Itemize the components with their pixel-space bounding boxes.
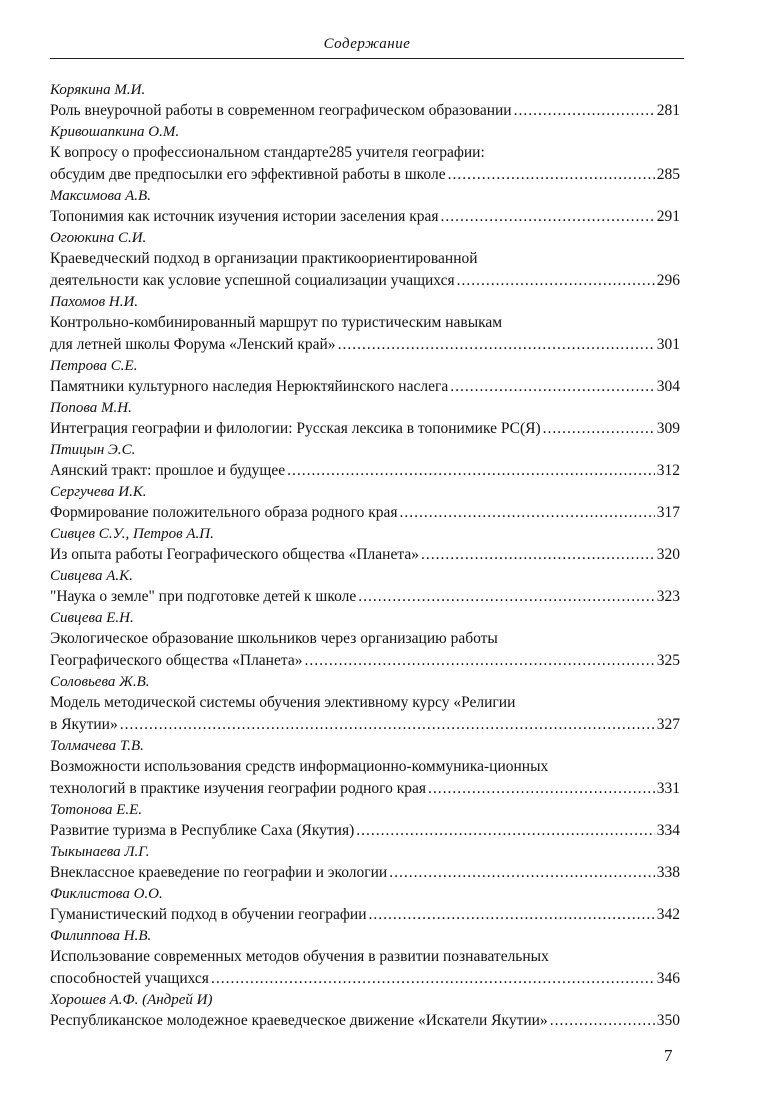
dot-leader <box>369 904 655 926</box>
toc-page-number: 325 <box>656 652 680 669</box>
page-number: 7 <box>664 1046 673 1065</box>
toc-author: Хорошев А.Ф. (Андрей И) <box>50 992 213 1008</box>
toc-title-line-with-page <box>50 904 680 926</box>
toc-title-line-with-page <box>50 778 680 800</box>
toc-title-text: Аянский тракт: прошлое и будущее <box>50 462 286 479</box>
toc-title-line-with-page <box>50 968 680 990</box>
toc-page-number: 312 <box>656 462 680 479</box>
toc-page-number: 301 <box>656 336 680 353</box>
toc-title-line-with-page <box>50 714 680 736</box>
toc-title-text: Роль внеурочной работы в современном географическом образовании <box>50 102 512 119</box>
toc-entry <box>50 990 680 1032</box>
toc-title-text: технологий в практике изучения географии родного края <box>50 780 427 797</box>
toc-title-text: Гуманистический подход в обучении географии <box>50 906 367 923</box>
toc-page-number: 285 <box>656 166 680 183</box>
dot-leader <box>287 460 655 482</box>
toc-title-text: Внеклассное краеведение по географии и экологии <box>50 864 388 881</box>
dot-leader <box>389 862 655 884</box>
toc-title-text: Развитие туризма в Республике Саха (Якутия) <box>50 822 355 839</box>
toc-entry <box>50 186 680 228</box>
toc-page-number: 320 <box>656 546 680 563</box>
toc-author: Сивцева А.К. <box>50 568 133 584</box>
toc-title-text: Памятники культурного наследия Нерюктяйинского наслега <box>50 378 449 395</box>
toc-title-line: Возможности использования средств информационно-коммуника-ционных <box>50 758 549 775</box>
toc-title-line-with-page <box>50 206 680 228</box>
toc-entry <box>50 566 680 608</box>
toc-author: Сивцева Е.Н. <box>50 610 134 626</box>
toc-author: Птицын Э.С. <box>50 442 136 458</box>
toc-author: Корякина М.И. <box>50 82 146 98</box>
toc-title-text: в Якутии» <box>50 716 118 733</box>
toc-title-text: обсудим две предпосылки его эффективной работы в школе <box>50 166 446 183</box>
toc-author: Сивцев С.У., Петров А.П. <box>50 526 214 542</box>
toc-title-line-with-page <box>50 862 680 884</box>
toc-title-line-with-page <box>50 502 680 524</box>
toc-page-number: 291 <box>656 208 680 225</box>
dot-leader <box>428 778 655 800</box>
toc-title-line-with-page <box>50 164 680 186</box>
toc-title-line-with-page <box>50 376 680 398</box>
toc-entry <box>50 292 680 356</box>
toc-page-number: 296 <box>656 272 680 289</box>
toc-page-number: 304 <box>656 378 680 395</box>
toc-title-text: для летней школы Форума «Ленский край» <box>50 336 336 353</box>
dot-leader <box>120 714 655 736</box>
toc-title-line: Использование современных методов обучения в развитии познавательных <box>50 948 549 965</box>
toc-title-line: Экологическое образование школьников через организацию работы <box>50 630 498 647</box>
toc-page-number: 281 <box>656 102 680 119</box>
toc-author: Фиклистова О.О. <box>50 886 163 902</box>
toc-author: Тыкынаева Л.Г. <box>50 844 150 860</box>
toc-title-line-with-page <box>50 100 680 122</box>
toc-title-line: К вопросу о профессиональном стандарте285 учителя географии: <box>50 144 485 161</box>
toc-entry <box>50 884 680 926</box>
toc-title-text: Интеграция географии и филологии: Русская лексика в топонимике РС(Я) <box>50 420 541 437</box>
toc-entry <box>50 122 680 186</box>
toc-entry <box>50 228 680 292</box>
dot-leader <box>400 502 655 524</box>
toc-author: Попова М.Н. <box>50 400 132 416</box>
toc-author: Пахомов Н.И. <box>50 294 139 310</box>
toc-entry <box>50 440 680 482</box>
toc-author: Толмачева Т.В. <box>50 738 144 754</box>
toc-author: Тотонова Е.Е. <box>50 802 143 818</box>
toc-title-text: Формирование положительного образа родного края <box>50 504 398 521</box>
toc-entry <box>50 398 680 440</box>
toc-author: Сергучева И.К. <box>50 484 147 500</box>
toc-title-text: "Наука о земле" при подготовке детей к школе <box>50 588 357 605</box>
toc-entry <box>50 736 680 800</box>
dot-leader <box>441 206 655 228</box>
running-header: Содержание <box>323 36 411 52</box>
toc-entry <box>50 608 680 672</box>
toc-title-line-with-page <box>50 544 680 566</box>
toc-author: Кривошапкина О.М. <box>50 124 180 140</box>
toc-entry <box>50 482 680 524</box>
dot-leader <box>457 270 655 292</box>
toc-title-line-with-page <box>50 334 680 356</box>
dot-leader <box>211 968 655 990</box>
toc-title-line-with-page <box>50 418 680 440</box>
toc-title-text: деятельности как условие успешной социализации учащихся <box>50 272 455 289</box>
toc-title-line-with-page <box>50 586 680 608</box>
toc-entry <box>50 356 680 398</box>
toc-title-line-with-page <box>50 820 680 842</box>
toc-entry <box>50 800 680 842</box>
dot-leader <box>543 418 655 440</box>
toc-title-text: способностей учащихся <box>50 970 209 987</box>
toc-page-number: 331 <box>656 780 680 797</box>
dot-leader <box>338 334 655 356</box>
toc-title-text: Топонимия как источник изучения истории заселения края <box>50 208 439 225</box>
toc-page-number: 346 <box>656 970 680 987</box>
toc-page-number: 317 <box>656 504 680 521</box>
toc-page-number: 342 <box>656 906 680 923</box>
toc-author: Максимова А.В. <box>50 188 151 204</box>
dot-leader <box>514 100 655 122</box>
toc-title-line-with-page <box>50 650 680 672</box>
toc-entry <box>50 842 680 884</box>
toc-entry <box>50 926 680 990</box>
toc-entry <box>50 672 680 736</box>
toc-author: Огоюкина С.И. <box>50 230 147 246</box>
toc-page-number: 338 <box>656 864 680 881</box>
toc-entry <box>50 80 680 122</box>
toc-page-number: 327 <box>656 716 680 733</box>
dot-leader <box>550 1010 655 1032</box>
table-of-contents <box>50 80 680 1032</box>
toc-title-line-with-page <box>50 270 680 292</box>
toc-page-number: 350 <box>656 1012 680 1029</box>
toc-entry <box>50 524 680 566</box>
toc-page-number: 334 <box>656 822 680 839</box>
toc-page-number: 323 <box>656 588 680 605</box>
header-rule <box>50 58 684 59</box>
toc-title-line: Краеведческий подход в организации практикоориентированной <box>50 250 478 267</box>
toc-author: Соловьева Ж.В. <box>50 674 150 690</box>
toc-title-line: Контрольно-комбинированный маршрут по туристическим навыкам <box>50 314 503 331</box>
dot-leader <box>450 376 655 398</box>
toc-title-line-with-page <box>50 1010 680 1032</box>
toc-page-number: 309 <box>656 420 680 437</box>
toc-title-text: Республиканское молодежное краеведческое движение «Искатели Якутии» <box>50 1012 548 1029</box>
toc-title-text: Географического общества «Планета» <box>50 652 303 669</box>
dot-leader <box>421 544 655 566</box>
toc-author: Петрова С.Е. <box>50 358 138 374</box>
dot-leader <box>358 586 654 608</box>
toc-title-line-with-page <box>50 460 680 482</box>
toc-author: Филиппова Н.В. <box>50 928 152 944</box>
toc-title-line: Модель методической системы обучения элективному курсу «Религии <box>50 694 516 711</box>
dot-leader <box>304 650 654 672</box>
toc-title-text: Из опыта работы Географического общества «Планета» <box>50 546 419 563</box>
dot-leader <box>448 164 655 186</box>
dot-leader <box>356 820 655 842</box>
